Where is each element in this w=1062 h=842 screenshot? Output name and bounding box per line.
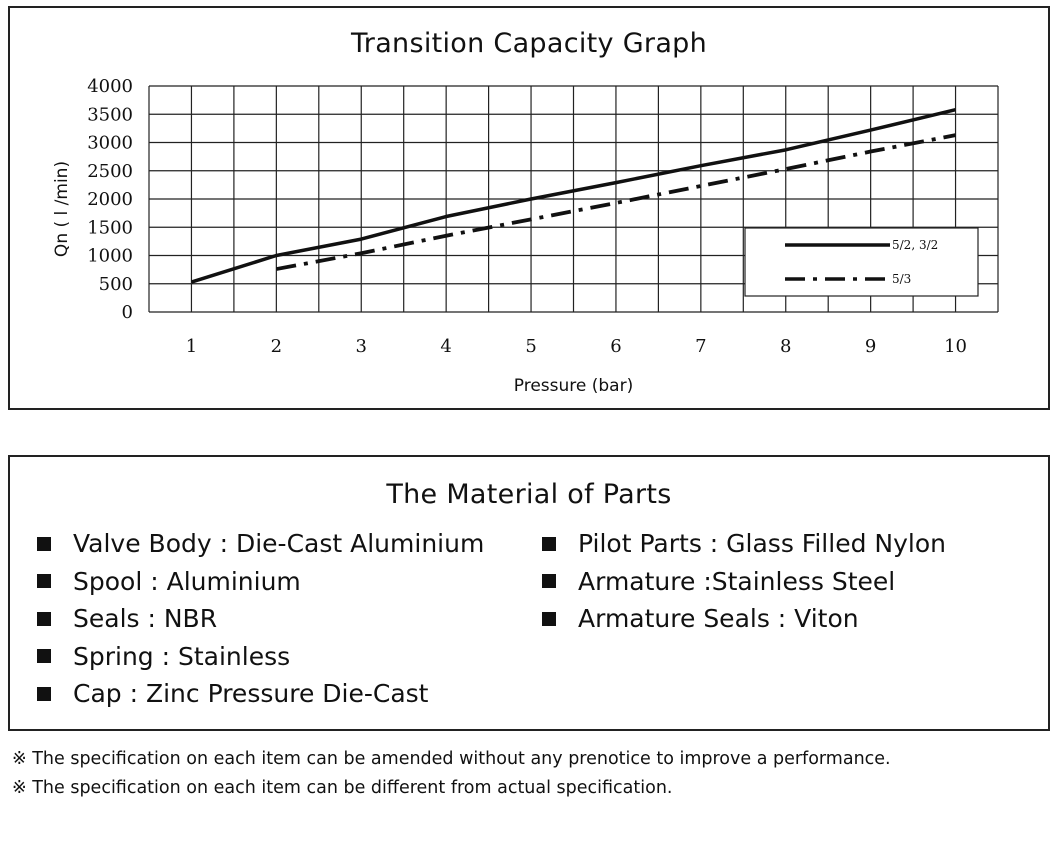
graph-title: Transition Capacity Graph	[350, 28, 708, 59]
square-bullet-icon	[37, 574, 51, 588]
parts-item-text: Armature :Stainless Steel	[578, 566, 896, 596]
y-tick-label: 3500	[87, 104, 133, 126]
y-tick-label: 3000	[87, 132, 133, 154]
parts-item	[37, 525, 484, 563]
parts-item-text: Spool : Aluminium	[73, 566, 301, 596]
parts-item-text: Pilot Parts : Glass Filled Nylon	[578, 529, 946, 559]
parts-item-text: Spring : Stainless	[73, 641, 291, 671]
x-tick-label: 9	[864, 336, 877, 357]
footnote: ※ The specification on each item can be amended without any prenotice to improve a performance.	[12, 749, 891, 769]
x-tick-label: 5	[525, 336, 537, 357]
square-bullet-icon	[37, 649, 51, 663]
parts-item-text: Cap : Zinc Pressure Die-Cast	[73, 679, 429, 709]
square-bullet-icon	[542, 612, 556, 626]
footnotes	[12, 745, 891, 803]
legend-label: 5/2, 3/2	[892, 238, 939, 252]
y-tick-label: 2500	[87, 160, 133, 182]
square-bullet-icon	[37, 687, 51, 701]
square-bullet-icon	[37, 612, 51, 626]
parts-panel	[8, 455, 1050, 731]
parts-list-right	[542, 525, 946, 638]
x-tick-label: 4	[440, 336, 452, 357]
legend-label: 5/3	[892, 272, 912, 286]
x-tick-label: 1	[185, 336, 198, 357]
legend-box	[745, 228, 978, 296]
parts-item	[542, 563, 946, 601]
x-tick-label: 6	[610, 336, 622, 357]
x-tick-label: 10	[944, 336, 968, 357]
x-tick-label: 8	[780, 336, 792, 357]
x-axis-label: Pressure (bar)	[513, 376, 634, 396]
y-tick-label: 4000	[87, 76, 133, 97]
capacity-chart	[10, 8, 1048, 408]
parts-list-left	[37, 525, 484, 713]
parts-item	[542, 525, 946, 563]
square-bullet-icon	[542, 574, 556, 588]
parts-item	[37, 638, 484, 676]
x-tick-label: 2	[270, 336, 283, 357]
y-tick-label: 2000	[87, 189, 133, 210]
parts-item-text: Seals : NBR	[73, 604, 218, 634]
parts-item	[37, 675, 484, 713]
y-tick-label: 500	[98, 273, 133, 295]
y-tick-label: 0	[121, 302, 133, 323]
graph-panel	[8, 6, 1050, 410]
x-tick-label: 3	[355, 336, 367, 357]
square-bullet-icon	[37, 537, 51, 551]
square-bullet-icon	[542, 537, 556, 551]
parts-item	[37, 600, 484, 638]
parts-item	[37, 563, 484, 601]
y-tick-label: 1000	[87, 245, 133, 267]
parts-item	[542, 600, 946, 638]
y-axis-label: Qn ( l /min)	[52, 160, 72, 258]
footnote: ※ The specification on each item can be different from actual specification.	[12, 778, 673, 798]
parts-item-text: Armature Seals : Viton	[578, 604, 859, 634]
y-tick-label: 1500	[87, 217, 133, 239]
x-tick-label: 7	[695, 336, 707, 357]
parts-title: The Material of Parts	[386, 479, 672, 510]
parts-item-text: Valve Body : Die-Cast Aluminium	[73, 529, 485, 559]
